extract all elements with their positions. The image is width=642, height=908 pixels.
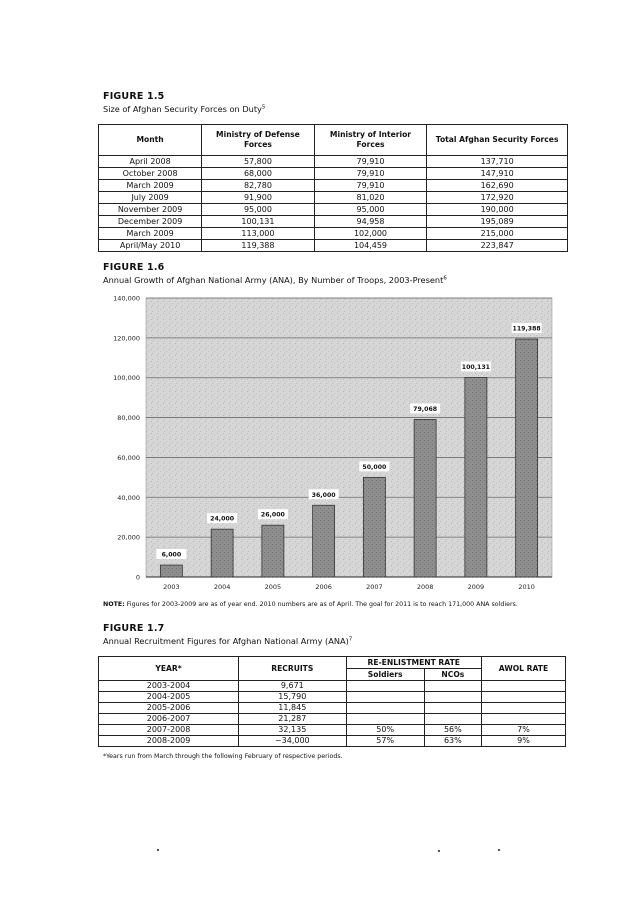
table-cell: 79,910 [314,168,427,180]
table-cell: 102,000 [314,228,427,240]
table-cell [424,681,481,692]
table-cell: 172,920 [427,192,568,204]
column-header: AWOL RATE [481,657,565,681]
figure-1-6-note [103,601,518,608]
table-cell [481,681,565,692]
table-cell: 82,780 [202,180,315,192]
bar-2008 [414,419,436,577]
table-cell: 9,671 [239,681,346,692]
bar-2009 [465,377,487,577]
table-cell: April/May 2010 [99,240,202,252]
table-row [99,692,566,703]
table-cell: March 2009 [99,228,202,240]
table-cell: 2008-2009 [99,736,239,747]
table-cell: 11,845 [239,703,346,714]
table-cell: 2003-2004 [99,681,239,692]
table-cell [346,703,424,714]
y-tick-label: 100,000 [113,374,140,383]
table-cell [346,692,424,703]
scan-speck [157,849,159,851]
table-row [99,681,566,692]
x-tick-label: 2007 [366,583,383,591]
table-cell: 137,710 [427,156,568,168]
table-cell: 190,000 [427,204,568,216]
table-cell: 79,910 [314,156,427,168]
y-tick-label: 0 [135,573,140,582]
figure-1-7-title [103,636,352,646]
table-cell: November 2009 [99,204,202,216]
figure-1-6-title-text: Annual Growth of Afghan National Army (ANA), By Number of Troops, 2003-Present [103,275,444,285]
column-header: Total Afghan Security Forces [427,125,568,156]
column-header: Month [99,125,202,156]
figure-1-6-label: FIGURE 1.6 [103,262,165,273]
table-cell: 50% [346,725,424,736]
data-label: 6,000 [161,551,182,559]
scan-speck [438,850,440,852]
table-cell [346,681,424,692]
column-subheader: NCOs [424,669,481,681]
figure-1-7-footnote: *Years run from March through the following February of respective periods. [103,753,343,760]
x-tick-label: 2006 [315,583,332,591]
data-label: 50,000 [362,463,387,471]
table-cell: 2005-2006 [99,703,239,714]
bar-2010 [516,339,538,577]
y-tick-label: 40,000 [117,493,140,502]
table-cell: 2006-2007 [99,714,239,725]
table-row [99,736,566,747]
table-cell: 81,020 [314,192,427,204]
table-cell: 95,000 [314,204,427,216]
table-cell: 91,900 [202,192,315,204]
table-cell: March 2009 [99,180,202,192]
footnote-ref: 5 [261,104,266,111]
table-cell: 63% [424,736,481,747]
data-label: 36,000 [311,491,336,499]
table-row [99,703,566,714]
y-tick-label: 120,000 [113,334,140,343]
table-cell [481,714,565,725]
x-tick-label: 2008 [416,583,434,591]
plot-area [146,298,552,577]
x-tick-label: 2010 [518,583,535,591]
table-cell: 21,287 [239,714,346,725]
table-cell: 7% [481,725,565,736]
note-label: NOTE: [103,601,125,608]
table-cell: 94,958 [314,216,427,228]
figure-1-7-label: FIGURE 1.7 [103,623,165,634]
note-text: Figures for 2003-2009 are as of year end. 2010 numbers are as of April. The goal for 2011 is to reach 171,000 ANA soldiers. [126,601,518,608]
bar-2005 [262,525,284,577]
data-label: 79,068 [413,405,438,413]
table-cell: 56% [424,725,481,736]
table-cell: 2004-2005 [99,692,239,703]
table-cell: 15,790 [239,692,346,703]
table-cell: ~34,000 [239,736,346,747]
column-header: RECRUITS [239,657,346,681]
bar-2004 [211,529,233,577]
table-cell: 113,000 [202,228,315,240]
table-cell: April 2008 [99,156,202,168]
x-tick-label: 2004 [213,583,231,591]
figure-1-5-label: FIGURE 1.5 [103,91,165,102]
y-tick-label: 20,000 [117,533,140,542]
table-cell: 79,910 [314,180,427,192]
footnote-ref: 6 [443,275,447,282]
table-cell [424,714,481,725]
table-cell: 104,459 [314,240,427,252]
table-cell: 195,089 [427,216,568,228]
x-tick-label: 2005 [264,583,282,591]
table-cell: 119,388 [202,240,315,252]
y-tick-label: 80,000 [117,414,140,423]
scan-speck [498,849,500,851]
footnote-ref: 7 [348,636,353,643]
table-cell [346,714,424,725]
table-cell: 215,000 [427,228,568,240]
table-cell: 9% [481,736,565,747]
recruitment-table [98,656,566,747]
table-cell: 57% [346,736,424,747]
column-header: RE-ENLISTMENT RATE [346,657,481,669]
column-header: Ministry of Interior Forces [314,125,427,156]
figure-1-5-title-text: Size of Afghan Security Forces on Duty [103,104,262,114]
table-row [99,725,566,736]
bar-2006 [313,505,335,577]
x-tick-label: 2009 [467,583,485,591]
table-cell: December 2009 [99,216,202,228]
table-cell: October 2008 [99,168,202,180]
y-tick-label: 140,000 [113,294,140,303]
table-cell [481,703,565,714]
table-cell: 2007-2008 [99,725,239,736]
table-cell: 162,690 [427,180,568,192]
table-header-row [99,657,566,669]
table-cell: 100,131 [202,216,315,228]
table-cell: 95,000 [202,204,315,216]
column-subheader: Soldiers [346,669,424,681]
table-cell: July 2009 [99,192,202,204]
bar-2003 [160,565,182,577]
data-label: 100,131 [461,363,490,371]
table-cell: 57,800 [202,156,315,168]
column-header: Ministry of Defense Forces [202,125,315,156]
figure-1-7-title-text: Annual Recruitment Figures for Afghan National Army (ANA) [103,636,349,646]
y-tick-label: 60,000 [117,453,140,462]
table-cell [481,692,565,703]
table-cell: 223,847 [427,240,568,252]
table-cell [424,692,481,703]
table-cell: 32,135 [239,725,346,736]
data-label: 24,000 [210,515,235,523]
column-header: YEAR* [99,657,239,681]
x-tick-label: 2003 [163,583,180,591]
bar-2007 [363,477,385,577]
data-label: 119,388 [512,325,541,333]
table-cell: 68,000 [202,168,315,180]
data-label: 26,000 [260,511,285,519]
table-row [99,714,566,725]
table-cell [424,703,481,714]
table-cell: 147,910 [427,168,568,180]
